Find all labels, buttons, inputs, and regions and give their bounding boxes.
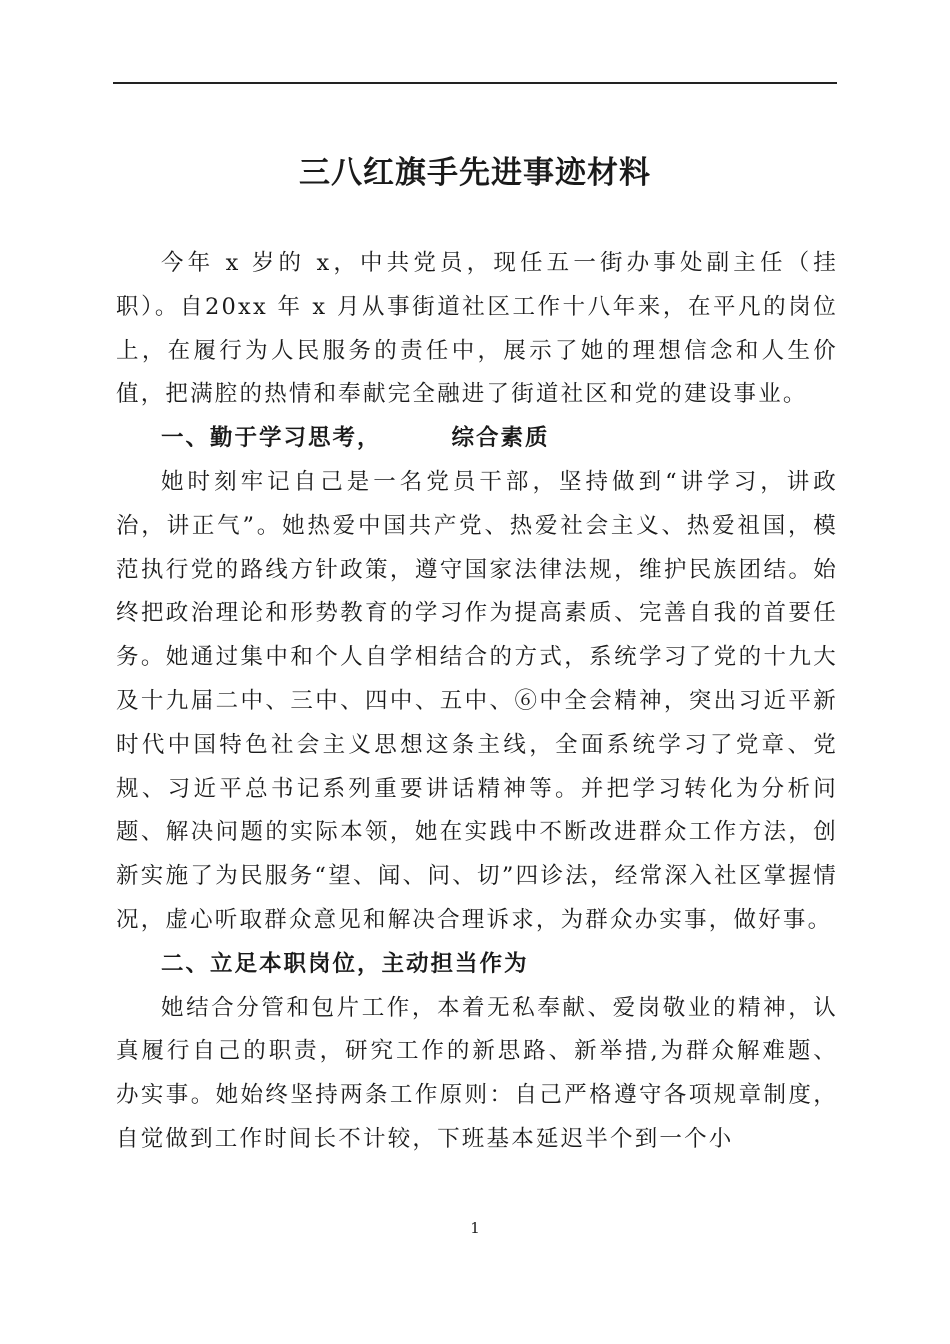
intro-paragraph: 今年 x 岁的 x，中共党员，现任五一街办事处副主任（挂职）。自20xx 年 x 月从事街道社区工作十八年来，在平凡的岗位上，在履行为人民服务的责任中，展示了她的理想信念和人生价值，把满腔的热情和奉献完全融进了街道社区和党的建设事业。 [116,250,838,408]
section-1-heading [116,417,838,461]
section-1-heading-part1: 一、勤于学习思考， [161,425,382,452]
header-rule [113,82,837,84]
document-body [116,242,838,1162]
document-title: 三八红旗手先进事迹材料 [299,155,651,191]
section-1-heading-part2: 综合素质 [451,425,550,452]
page-number: 1 [470,1219,480,1237]
section-2-heading: 二、立足本职岗位，主动担当作为 [161,950,529,977]
section-2-paragraph: 她结合分管和包片工作，本着无私奉献、爱岗敬业的精神，认真履行自己的职责，研究工作的新思路、新举措,为群众解难题、办实事。她始终坚持两条工作原则：自己严格遵守各项规章制度，自觉做到工作时间长不计较，下班基本延迟半个到一个小 [116,994,838,1152]
section-1-paragraph: 她时刻牢记自己是一名党员干部，坚持做到“讲学习，讲政治，讲正气”。她热爱中国共产党、热爱社会主义、热爱祖国，模范执行党的路线方针政策，遵守国家法律法规，维护民族团结。始终把政治理论和形势教育的学习作为提高素质、完善自我的首要任务。她通过集中和个人自学相结合的方式，系统学习了党的十九大及十九届二中、三中、四中、五中、⑥中全会精神，突出习近平新时代中国特色社会主义思想这条主线，全面系统学习了党章、党规、习近平总书记系列重要讲话精神等。并把学习转化为分析问题、解决问题的实际本领，她在实践中不断改进群众工作方法，创新实施了为民服务“望、闻、问、切”四诊法，经常深入社区掌握情况，虚心听取群众意见和解决合理诉求，为群众办实事，做好事。 [116,468,838,933]
